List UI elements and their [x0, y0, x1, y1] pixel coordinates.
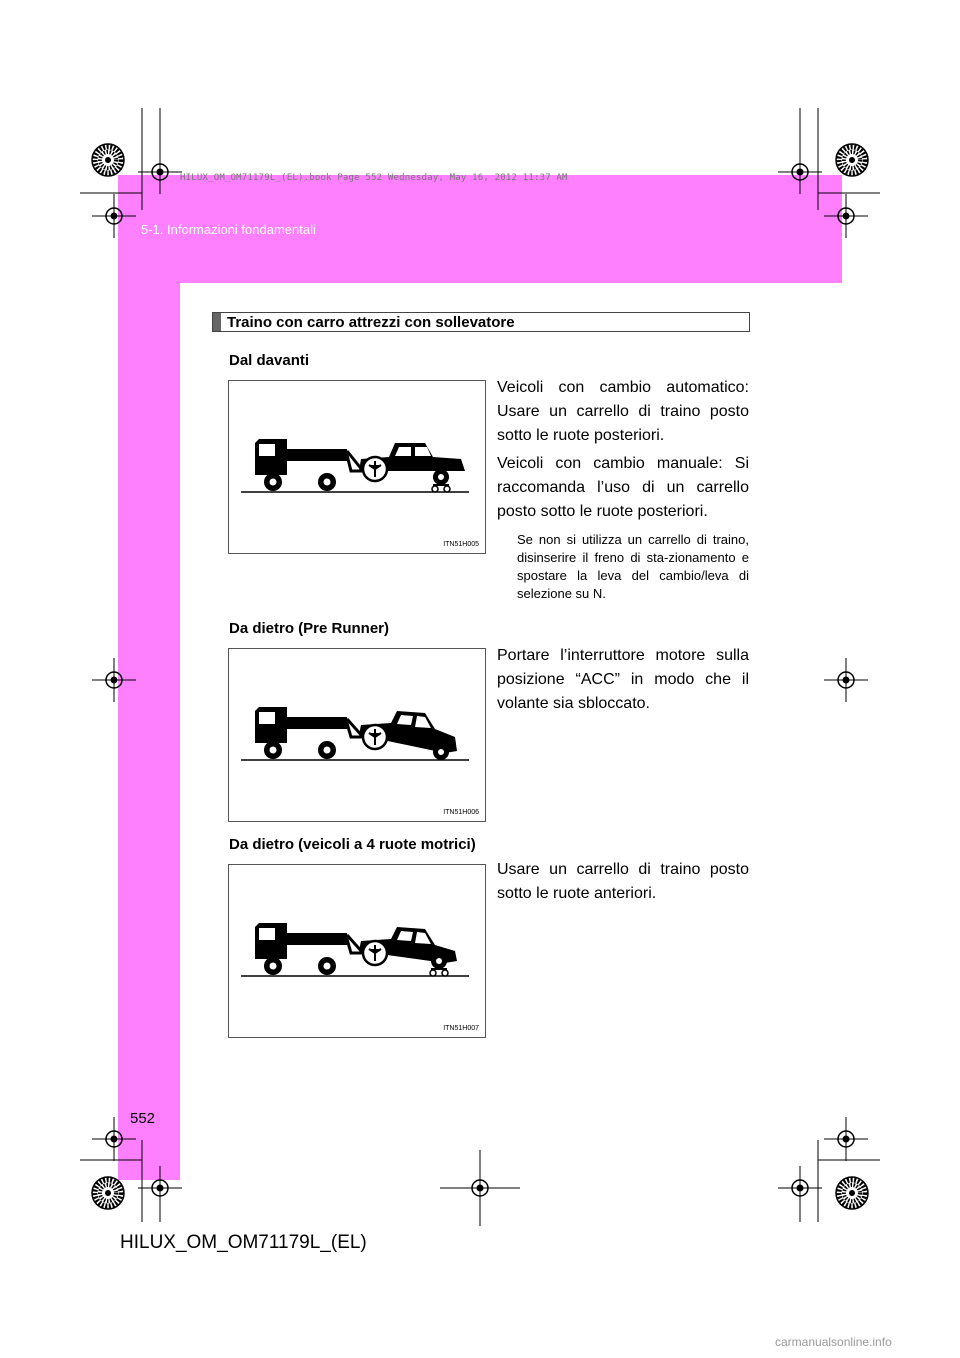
watermark: carmanualsonline.info — [775, 1335, 892, 1349]
section-marker — [213, 313, 221, 331]
subheading-front: Dal davanti — [229, 352, 310, 369]
paragraph: Veicoli con cambio manuale: Si raccomanda l’uso di un carrello posto sotto le ruote posteriori. — [497, 455, 749, 520]
page-number: 552 — [130, 1110, 156, 1127]
tow-truck-front-illustration — [229, 381, 487, 555]
paragraph: Portare l’interruttore motore sulla posizione “ACC” in modo che il volante sia sbloccato. — [497, 647, 749, 712]
figure-code: ITN51H005 — [443, 541, 479, 548]
figure-tow-front — [228, 380, 486, 554]
paragraph: Usare un carrello di traino posto sotto le ruote anteriori. — [497, 861, 749, 902]
subheading-rear-4wd: Da dietro (veicoli a 4 ruote motrici) — [229, 836, 476, 853]
tow-truck-rear-illustration — [229, 649, 487, 823]
tow-truck-rear-dolly-illustration — [229, 865, 487, 1039]
figure-tow-rear-pre-runner — [228, 648, 486, 822]
subheading-rear-pre-runner: Da dietro (Pre Runner) — [229, 620, 390, 637]
figure-tow-rear-4wd — [228, 864, 486, 1038]
section-header — [212, 312, 750, 332]
figure-code: ITN51H007 — [443, 1025, 479, 1032]
book-meta: HILUX_OM_OM71179L_(EL).book Page 552 Wednesday, May 16, 2012 11:37 AM — [180, 173, 568, 183]
section-title: Traino con carro attrezzi con sollevatore — [227, 314, 515, 331]
note: Se non si utilizza un carrello di traino, disinserire il freno di sta-zionamento e spostare la leva del cambio/leva di selezione su N. — [517, 532, 749, 601]
document-code: HILUX_OM_OM71179L_(EL) — [120, 1232, 367, 1253]
figure-code: ITN51H006 — [443, 809, 479, 816]
paragraph: Veicoli con cambio automatico: Usare un carrello di traino posto sotto le ruote posteriori. — [497, 379, 749, 444]
chapter-title: 5-1. Informazioni fondamentali — [141, 222, 316, 237]
